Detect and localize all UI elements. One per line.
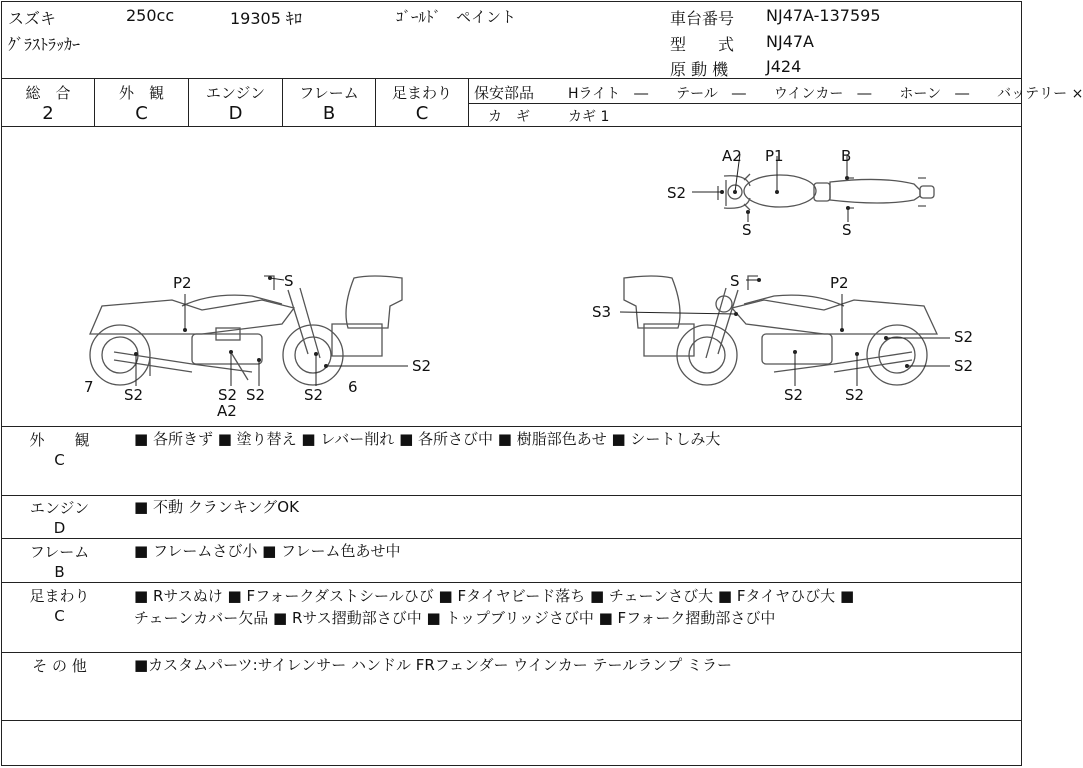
divider <box>2 126 1021 127</box>
key-value: カギ 1 <box>568 109 610 125</box>
divider <box>2 720 1021 721</box>
damage-label: P2 <box>830 274 849 292</box>
section-engine-label <box>12 498 107 538</box>
damage-label: S2 <box>218 386 238 404</box>
divider <box>2 78 1021 79</box>
engine-label: 原 動 機 <box>670 60 729 79</box>
divider <box>2 426 1021 427</box>
motorcycle-diagram <box>2 128 1023 426</box>
grade-label: 足まわり <box>391 84 452 102</box>
damage-label: S2 <box>784 386 804 404</box>
remark-line: ■カスタムパーツ:サイレンサー ハンドル FRフェンダー ウインカー テールランプ ミラー <box>134 656 732 674</box>
motorcycle-top-view <box>718 174 934 210</box>
section-other-label <box>12 656 107 676</box>
damage-label: B <box>841 147 852 165</box>
section-suspension-text <box>134 585 854 629</box>
damage-label: S <box>842 221 852 239</box>
damage-label: S3 <box>592 303 612 321</box>
section-exterior-label <box>12 430 107 470</box>
damage-label: S2 <box>246 386 266 404</box>
safety-items: Hライト ― テール ― ウインカー ― ホーン ― バッテリー × <box>568 86 1083 102</box>
section-label-text: エンジン <box>29 499 90 517</box>
damage-label: S <box>284 272 294 290</box>
section-engine-text <box>134 496 299 518</box>
damage-label: S2 <box>412 357 432 375</box>
maker: スズキ <box>8 9 57 28</box>
grade-exterior <box>95 80 188 126</box>
remark-line: チェーンカバー欠品 ■ Rサス摺動部さび中 ■ トップブリッジさび中 ■ Fフォーク摺動部さび中 <box>134 609 776 627</box>
type-label: 型 式 <box>670 35 735 54</box>
grade-value: C <box>135 103 148 124</box>
section-label-text: そ の 他 <box>32 657 87 675</box>
grade-label: フレーム <box>299 84 359 102</box>
frame-number: NJ47A-137595 <box>766 6 881 25</box>
motorcycle-right-view <box>624 276 937 385</box>
damage-label: S2 <box>954 357 974 375</box>
damage-label: A2 <box>217 402 237 420</box>
damage-label: S2 <box>954 328 974 346</box>
section-grade: B <box>54 563 65 581</box>
divider <box>468 103 1021 104</box>
section-frame-label <box>12 542 107 582</box>
damage-label: 6 <box>348 378 358 396</box>
damage-label: S2 <box>667 184 687 202</box>
remark-line: ■ 各所きず ■ 塗り替え ■ レバー削れ ■ 各所さび中 ■ 樹脂部色あせ ■ シートしみ大 <box>134 430 721 448</box>
divider <box>2 582 1021 583</box>
type-value: NJ47A <box>766 32 814 51</box>
remark-line: ■ Rサスぬけ ■ Fフォークダストシールひび ■ Fタイヤビード落ち ■ チェーンさび大 ■ Fタイヤひび大 ■ <box>134 587 855 605</box>
remark-line: ■ 不動 クランキングOK <box>134 498 299 516</box>
section-grade: C <box>54 607 65 625</box>
divider <box>2 652 1021 653</box>
section-frame-text <box>134 540 400 562</box>
grade-value: D <box>228 103 243 124</box>
damage-label: 7 <box>84 378 94 396</box>
damage-label: S2 <box>304 386 324 404</box>
grade-suspension <box>376 80 468 126</box>
key-label: カ ギ <box>488 109 530 125</box>
grade-engine <box>189 80 282 126</box>
mileage: 19305 ｷﾛ <box>230 9 302 28</box>
motorcycle-left-view <box>90 276 402 385</box>
displacement: 250cc <box>126 6 175 25</box>
grade-label: 総 合 <box>25 84 71 102</box>
section-grade: C <box>54 451 65 469</box>
grade-frame <box>283 80 375 126</box>
damage-label: S2 <box>845 386 865 404</box>
grade-label: エンジン <box>205 84 266 102</box>
damage-diagram <box>2 128 1023 426</box>
model-name: ｸﾞﾗｽﾄﾗｯｶｰ <box>8 35 81 54</box>
grade-value: B <box>322 103 336 124</box>
damage-label: S <box>730 272 740 290</box>
section-label-text: 外 観 <box>29 431 90 449</box>
damage-label: S <box>742 221 752 239</box>
inspection-sheet <box>1 1 1083 766</box>
grade-value: 2 <box>42 103 54 124</box>
frame-number-label: 車台番号 <box>670 9 735 28</box>
divider <box>2 538 1021 539</box>
section-exterior-text <box>134 428 720 450</box>
grade-label: 外 観 <box>118 84 164 102</box>
section-suspension-label <box>12 586 107 626</box>
remark-line: ■ フレームさび小 ■ フレーム色あせ中 <box>134 542 401 560</box>
grade-value: C <box>415 103 429 124</box>
grade-total <box>2 80 94 126</box>
paint: ｺﾞｰﾙﾄﾞ ペイント <box>396 8 517 26</box>
damage-label: P2 <box>173 274 192 292</box>
safety-label: 保安部品 <box>474 84 535 102</box>
damage-label: A2 <box>722 147 742 165</box>
damage-label: P1 <box>765 147 784 165</box>
section-grade: D <box>53 519 66 537</box>
section-other-text <box>134 654 732 676</box>
engine-value: J424 <box>766 57 802 76</box>
section-label-text: フレーム <box>29 543 90 561</box>
section-label-text: 足まわり <box>29 587 90 605</box>
damage-label: S2 <box>124 386 144 404</box>
